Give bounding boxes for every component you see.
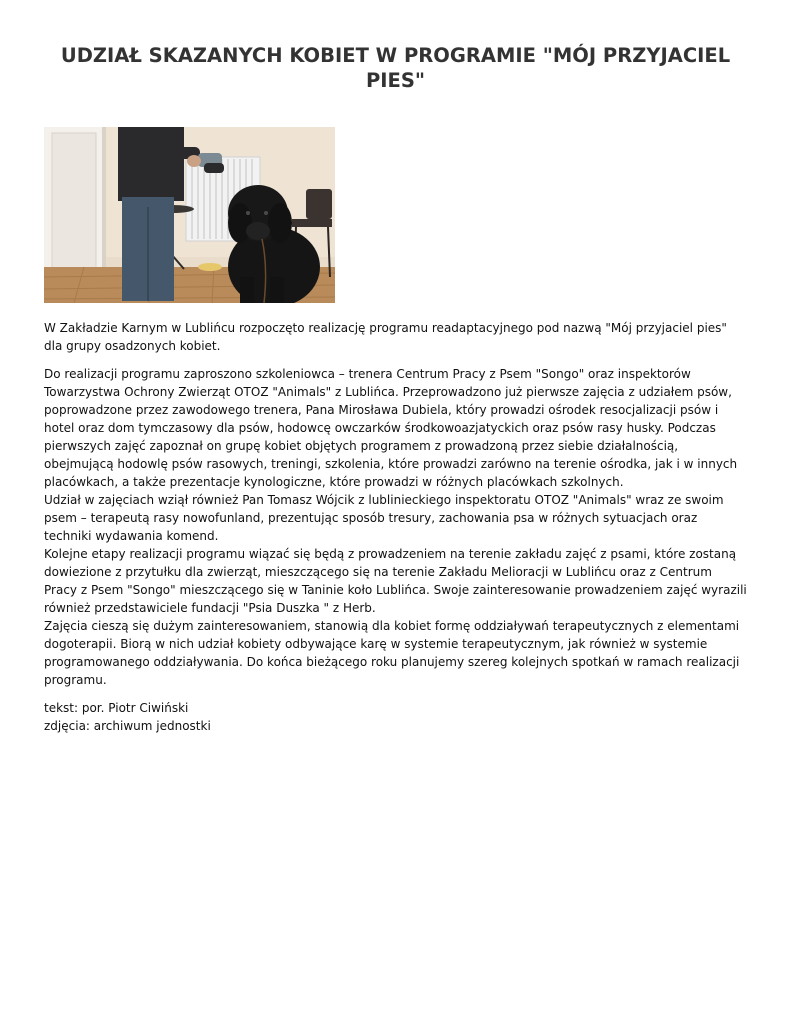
paragraph-realization: Do realizacji programu zaproszono szkoleniowca – trenera Centrum Pracy z Psem "Songo" oraz inspektorów Towarzystwa Ochrony Zwierząt OTOZ "Animals" z Lublińca. Przeprowadzono już pierwsze zajęcia z udziałem psów, poprowadzone przez zawodowego trenera, Pana Mirosława Dubiela, który prowadzi ośrodek resocjalizacji psów i hotel oraz dom tymczasowy dla psów, hodowcę owczarków środkowoazjatyckich oraz psów rasy husky. Podczas pierwszych zajęć zapoznał on grupę kobiet objętych programem z prowadzoną przez siebie działalnością, obejmującą hodowlę psów rasowych, treningi, szkolenia, które prowadzi zarówno na terenie ośrodka, jak i w innych placówkach, a także prezentacje kynologiczne, które prowadzi w różnych placówkach szkolnych. — [44, 367, 738, 489]
paragraph-next-stages: Kolejne etapy realizacji programu wiązać się będą z prowadzeniem na terenie zakładu zajęć z psami, które zostaną dowiezione z przytułku dla zwierząt, mieszczącego się na terenie Zakładu Melioracji w Lublińcu oraz z Centrum Pracy z Psem "Songo" mieszczącego się w Taninie koło Lublińca. Swoje zainteresowanie prowadzeniem zajęć wyrazili również przedstawiciele fundacji "Psia Duszka " z Herb. — [44, 547, 747, 615]
article-body — [44, 319, 747, 689]
paragraph-participation: Udział w zajęciach wziął również Pan Tomasz Wójcik z lublinieckiego inspektoratu OTOZ "Animals" wraz ze swoim psem – terapeutą rasy nowofunland, prezentując sposób tresury, zachowania psa w różnych sytuacjach oraz techniki wydawania komend. — [44, 493, 724, 543]
paragraph-interest: Zajęcia cieszą się dużym zainteresowaniem, stanowią dla kobiet formę oddziaływań terapeutycznych z elementami dogoterapii. Biorą w nich udział kobiety odbywające karę w systemie terapeutycznym, jak również w systemie programowanego oddziaływania. Do końca bieżącego roku planujemy szereg kolejnych spotkań w ramach realizacji programu. — [44, 619, 740, 687]
credit-text: tekst: por. Piotr Ciwiński — [44, 701, 189, 715]
article-photo — [44, 127, 335, 303]
article-credits — [44, 699, 747, 735]
paragraph-intro: W Zakładzie Karnym w Lublińcu rozpoczęto realizację programu readaptacyjnego pod nazwą "Mój przyjaciel pies" dla grupy osadzonych kobiet. — [44, 321, 727, 353]
credit-photo: zdjęcia: archiwum jednostki — [44, 719, 211, 733]
article-title: UDZIAŁ SKAZANYCH KOBIET W PROGRAMIE "MÓJ PRZYJACIEL PIES" — [60, 44, 731, 92]
article — [44, 0, 747, 735]
